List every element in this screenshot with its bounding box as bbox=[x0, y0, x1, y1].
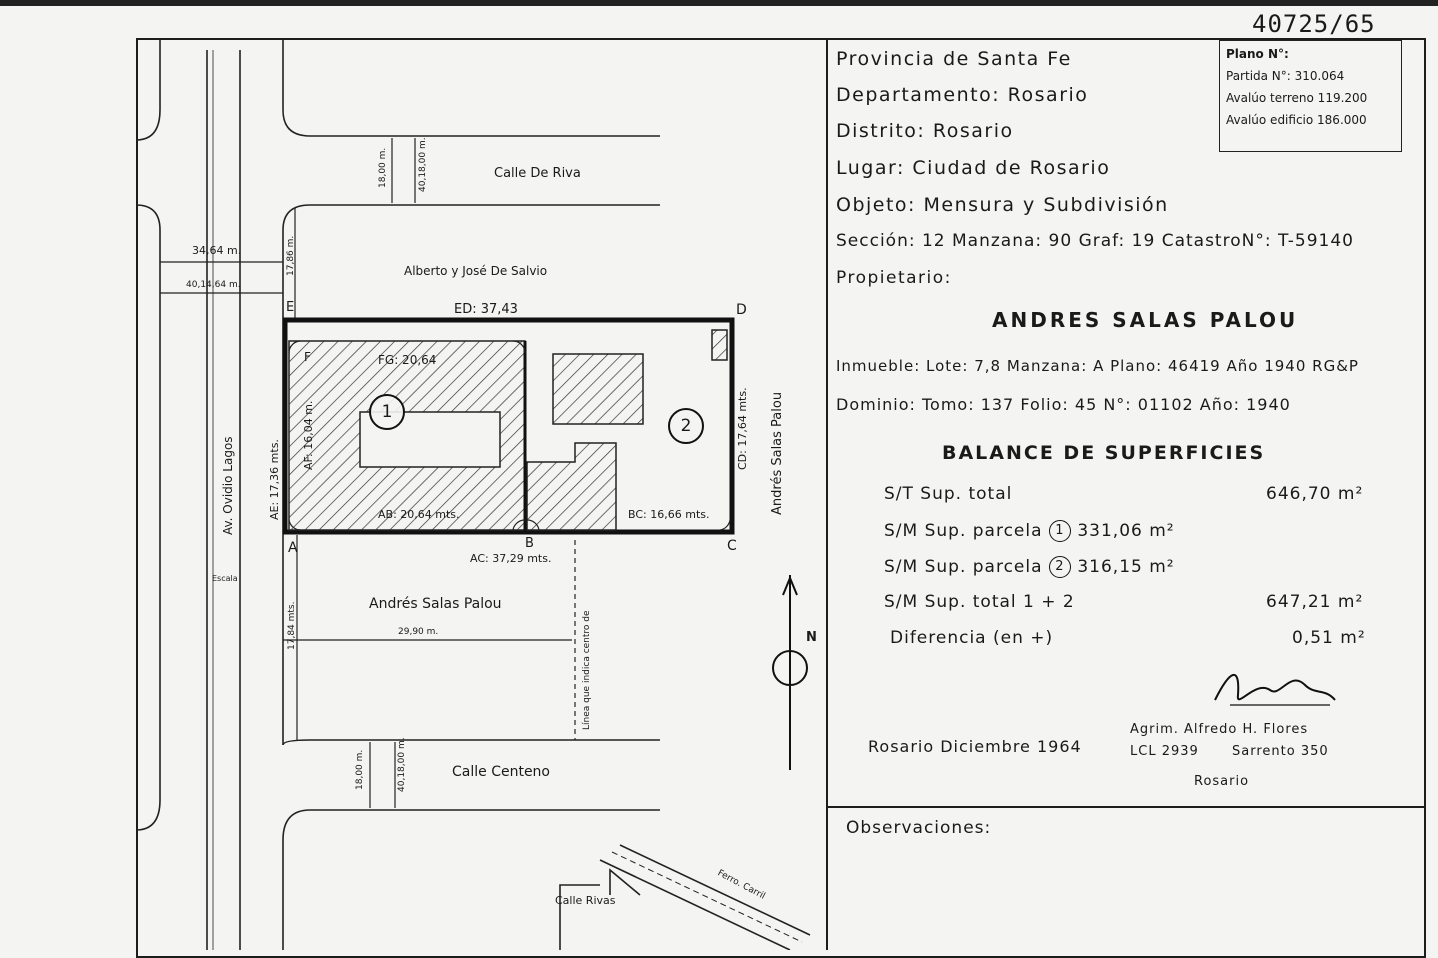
point-f: F bbox=[304, 350, 311, 364]
date: Rosario Diciembre 1964 bbox=[868, 737, 1082, 756]
parcel-1-marker: 1 bbox=[369, 394, 405, 430]
surveyor-address: Sarrento 350 bbox=[1232, 744, 1329, 759]
balance-row-p1 bbox=[884, 520, 1175, 542]
dim-ed: ED: 37,43 bbox=[454, 302, 518, 317]
street-de-riva: Calle De Riva bbox=[494, 166, 581, 181]
departamento: Departamento: Rosario bbox=[836, 84, 1089, 106]
balance-row-diff-label: Diferencia (en +) bbox=[890, 628, 1054, 648]
plano-box bbox=[1219, 40, 1402, 152]
dim-bc: BC: 16,66 mts. bbox=[628, 508, 710, 521]
dim-fg: FG: 20,64 bbox=[378, 353, 437, 367]
point-a: A bbox=[288, 540, 298, 556]
dim-centeno-a: 18,00 m. bbox=[355, 749, 365, 790]
balance-row-sum bbox=[884, 592, 1075, 612]
balance-row-total-label: S/T Sup. total bbox=[884, 484, 1013, 504]
point-d: D bbox=[736, 302, 747, 318]
surveyor-city: Rosario bbox=[1194, 774, 1250, 789]
balance-row-sum-parcels: 1 + 2 bbox=[1023, 592, 1075, 612]
provincia: Provincia de Santa Fe bbox=[836, 48, 1072, 70]
reference-number: 40725/65 bbox=[1252, 10, 1376, 38]
axis-note: Línea que indica centro de bbox=[582, 610, 592, 730]
owner-name: ANDRES SALAS PALOU bbox=[992, 308, 1299, 332]
dominio: Dominio: Tomo: 137 Folio: 45 N°: 01102 Año: 1940 bbox=[836, 395, 1291, 414]
street-centeno: Calle Centeno bbox=[452, 764, 550, 780]
parcel-2-circle: 2 bbox=[1049, 556, 1071, 578]
dim-width-a: 34,64 m. bbox=[192, 244, 242, 257]
avenue-lagos: Av. Ovidio Lagos bbox=[221, 436, 235, 535]
propietario-label: Propietario: bbox=[836, 268, 952, 288]
balance-title: BALANCE DE SUPERFICIES bbox=[942, 442, 1266, 464]
dim-af: AF: 16,04 m. bbox=[302, 400, 315, 470]
partida: Partida N°: 310.064 bbox=[1226, 69, 1345, 83]
parcel-1-circle: 1 bbox=[1049, 520, 1071, 542]
dim-ae: AE: 17,36 mts. bbox=[268, 439, 281, 520]
surveyor-name: Agrim. Alfredo H. Flores bbox=[1130, 722, 1309, 737]
balance-row-p1-label: S/M Sup. parcela bbox=[884, 521, 1043, 541]
inmueble: Inmueble: Lote: 7,8 Manzana: A Plano: 46419 Año 1940 RG&P bbox=[836, 357, 1359, 375]
surveyor-signature bbox=[1210, 660, 1340, 720]
railway-label: Ferro. Carril bbox=[715, 868, 767, 902]
balance-row-p2 bbox=[884, 556, 1175, 578]
balance-row-total-value: 646,70 m² bbox=[1266, 484, 1364, 504]
north-label: N bbox=[806, 630, 817, 645]
neighbor-south: Andrés Salas Palou bbox=[369, 596, 502, 612]
balance-row-p2-label: S/M Sup. parcela bbox=[884, 557, 1043, 577]
balance-row-sum-label: S/M Sup. total bbox=[884, 592, 1017, 612]
point-b: B bbox=[525, 536, 534, 551]
dim-ab: AB: 20,64 mts. bbox=[378, 508, 460, 521]
neighbor-east: Andrés Salas Palou bbox=[770, 391, 785, 515]
avaluo-edificio: Avalúo edificio 186.000 bbox=[1226, 113, 1367, 127]
balance-row-diff-value: 0,51 m² bbox=[1292, 628, 1366, 648]
point-e: E bbox=[286, 300, 295, 315]
dim-centeno-b: 40,18,00 m. bbox=[397, 737, 407, 792]
dim-north-lot: 17,86 m. bbox=[286, 235, 296, 276]
dim-riva-a: 18,00 m. bbox=[378, 147, 388, 188]
surveyor-lcl: LCL 2939 bbox=[1130, 744, 1199, 759]
balance-row-p1-value: 331,06 m² bbox=[1077, 521, 1175, 541]
dim-ac: AC: 37,29 mts. bbox=[470, 552, 552, 565]
balance-row-p2-value: 316,15 m² bbox=[1077, 557, 1175, 577]
plano-number: Plano N°: bbox=[1226, 47, 1289, 61]
scale-label: Escala bbox=[212, 574, 238, 583]
dim-south-width: 29,90 m. bbox=[398, 627, 439, 637]
dim-cd: CD: 17,64 mts. bbox=[736, 387, 749, 470]
street-rivas: Calle Rivas bbox=[555, 894, 616, 907]
balance-row-sum-value: 647,21 m² bbox=[1266, 592, 1364, 612]
observaciones-label: Observaciones: bbox=[846, 818, 992, 838]
objeto: Objeto: Mensura y Subdivisión bbox=[836, 194, 1169, 216]
dim-riva-b: 40,18,00 m. bbox=[418, 137, 428, 192]
distrito: Distrito: Rosario bbox=[836, 120, 1014, 142]
lugar: Lugar: Ciudad de Rosario bbox=[836, 157, 1111, 179]
parcel-2-marker: 2 bbox=[668, 408, 704, 444]
avaluo-terreno: Avalúo terreno 119.200 bbox=[1226, 91, 1368, 105]
seccion: Sección: 12 Manzana: 90 Graf: 19 CatastroN°: T-59140 bbox=[836, 231, 1354, 251]
observaciones-divider bbox=[826, 806, 1426, 808]
dim-south-lot: 17,84 mts. bbox=[287, 601, 297, 650]
dim-width-b: 40,14,64 m. bbox=[186, 280, 241, 290]
neighbor-north: Alberto y José De Salvio bbox=[404, 264, 548, 278]
point-c: C bbox=[727, 538, 737, 554]
